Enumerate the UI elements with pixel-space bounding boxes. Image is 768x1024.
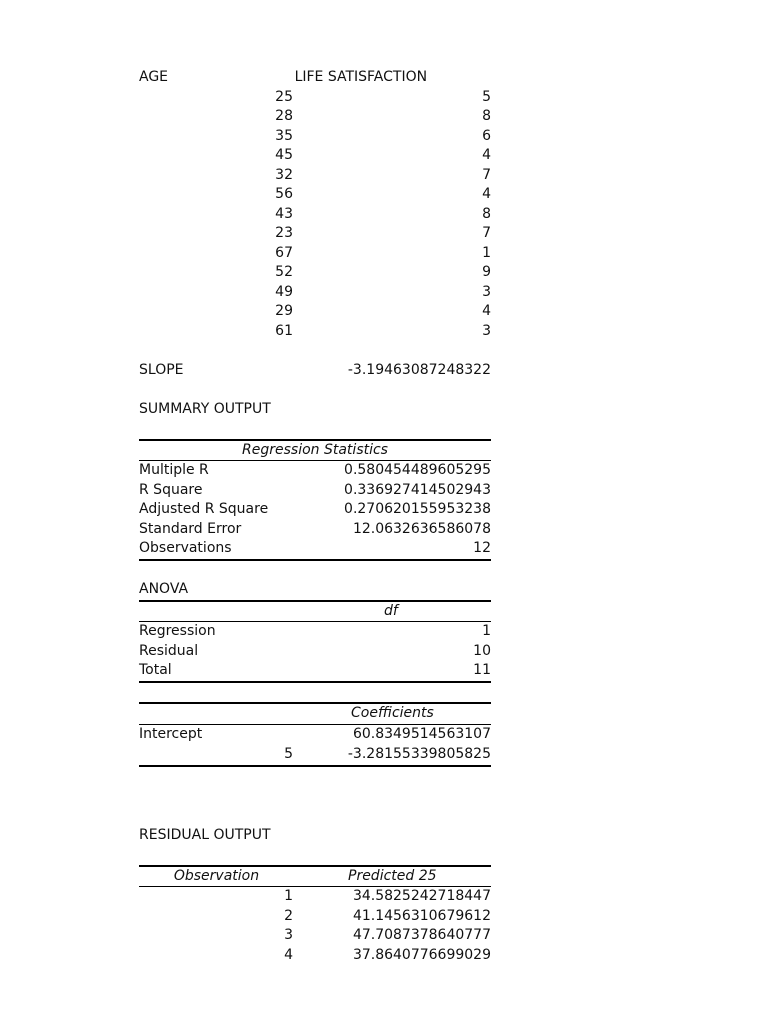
life-satisfaction-header: LIFE SATISFACTION	[294, 69, 428, 85]
data-row-label: 32	[275, 166, 293, 183]
regression-statistics-rows	[139, 461, 491, 561]
slope-row	[139, 361, 491, 381]
coefficients-header	[139, 704, 491, 725]
anova-row	[139, 622, 491, 642]
anova-row	[139, 642, 491, 662]
data-row-label: 25	[275, 88, 293, 105]
regression-stat-row-label: Adjusted R Square	[139, 501, 269, 517]
data-row-value: 7	[482, 166, 491, 183]
residual-output-header	[139, 867, 491, 888]
data-header-row	[139, 68, 491, 88]
data-row-label: 67	[275, 244, 293, 261]
anova-table	[139, 600, 491, 683]
anova-title: ANOVA	[139, 581, 189, 597]
data-row-label: 61	[275, 322, 293, 339]
data-rows	[139, 88, 491, 342]
intercept-row	[139, 725, 491, 745]
regression-stat-row-label: Standard Error	[139, 520, 242, 537]
anova-row-value: 1	[482, 623, 491, 639]
spreadsheet	[139, 68, 491, 965]
anova-rows	[139, 622, 491, 683]
residual-output-title: RESIDUAL OUTPUT	[139, 826, 271, 843]
slope-label: SLOPE	[139, 361, 184, 378]
coefficients-header-label: Coefficients	[351, 705, 434, 721]
data-row	[139, 244, 491, 264]
anova-row-value: 11	[473, 662, 491, 678]
data-row-label: 45	[275, 147, 293, 163]
slope-value: -3.19463087248322	[347, 361, 491, 378]
residual-row-value: 41.1456310679612	[352, 907, 491, 924]
intercept-value: 60.8349514563107	[352, 725, 491, 742]
data-row	[139, 224, 491, 244]
data-row-label: 23	[275, 225, 293, 241]
data-row-value: 1	[482, 244, 491, 261]
data-row	[139, 107, 491, 127]
regression-stat-row	[139, 461, 491, 481]
regression-stat-row-value: 12	[473, 540, 491, 556]
data-row-label: 56	[275, 186, 293, 202]
data-row	[139, 263, 491, 283]
regression-statistics-header: Regression Statistics	[139, 441, 491, 462]
anova-row-label: Residual	[139, 642, 199, 659]
regression-stat-row-value: 0.270620155953238	[344, 501, 491, 517]
data-row-value: 3	[482, 283, 491, 300]
residual-row-value: 37.8640776699029	[352, 946, 491, 963]
summary-title: SUMMARY OUTPUT	[139, 400, 271, 417]
variable-label: 5	[284, 746, 293, 762]
regression-stat-row	[139, 500, 491, 520]
residual-row-value: 34.5825242718447	[352, 888, 491, 904]
data-row-value: 3	[482, 322, 491, 339]
data-row	[139, 166, 491, 186]
data-row-value: 8	[482, 108, 491, 124]
regression-stat-row-value: 12.0632636586078	[352, 520, 491, 537]
regression-stat-row-label: Observations	[139, 540, 232, 556]
data-row-value: 5	[482, 88, 491, 105]
anova-row-label: Total	[139, 662, 172, 678]
residual-row	[139, 926, 491, 946]
anova-row	[139, 661, 491, 681]
data-row-value: 4	[482, 303, 491, 319]
data-row-value: 9	[482, 264, 491, 280]
data-row	[139, 302, 491, 322]
residual-row-label: 1	[284, 888, 293, 904]
residual-output-rows	[139, 887, 491, 965]
residual-row	[139, 907, 491, 927]
data-row-value: 4	[482, 147, 491, 163]
predicted-header: Predicted 25	[348, 867, 437, 884]
data-row-label: 52	[275, 264, 293, 280]
residual-row-label: 3	[284, 927, 293, 943]
residual-row-label: 4	[284, 946, 293, 963]
data-row	[139, 283, 491, 303]
data-row-value: 6	[482, 127, 491, 144]
anova-row-value: 10	[473, 642, 491, 659]
regression-stat-row-label: R Square	[139, 481, 203, 498]
data-row	[139, 88, 491, 108]
regression-stat-row-value: 0.336927414502943	[344, 481, 491, 498]
data-row-label: 28	[275, 108, 293, 124]
anova-header	[139, 602, 491, 623]
residual-row	[139, 946, 491, 966]
data-row-label: 43	[275, 205, 293, 222]
intercept-label: Intercept	[139, 725, 203, 742]
residual-row-value: 47.7087378640777	[352, 927, 491, 943]
data-row-label: 49	[275, 283, 293, 300]
residual-row-label: 2	[284, 907, 293, 924]
data-row	[139, 205, 491, 225]
data-row	[139, 185, 491, 205]
regression-statistics-table	[139, 439, 491, 561]
anova-row-label: Regression	[139, 623, 216, 639]
regression-stat-row-value: 0.580454489605295	[344, 462, 491, 478]
regression-stat-row	[139, 539, 491, 559]
data-row-label: 29	[275, 303, 293, 319]
regression-stat-row	[139, 481, 491, 501]
data-row	[139, 127, 491, 147]
variable-row	[139, 744, 491, 765]
regression-stat-row	[139, 520, 491, 540]
residual-output-table	[139, 865, 491, 966]
coefficients-table	[139, 702, 491, 767]
regression-stat-row-label: Multiple R	[139, 462, 209, 478]
data-row-value: 4	[482, 186, 491, 202]
data-row-value: 8	[482, 205, 491, 222]
observation-header: Observation	[173, 867, 260, 884]
data-row-value: 7	[482, 225, 491, 241]
data-row	[139, 146, 491, 166]
anova-df-header: df	[384, 602, 398, 619]
data-row	[139, 322, 491, 342]
variable-value: -3.28155339805825	[347, 746, 491, 762]
residual-row	[139, 887, 491, 907]
age-header: AGE	[139, 69, 169, 85]
data-row-label: 35	[275, 127, 293, 144]
coefficients-rows	[139, 725, 491, 768]
